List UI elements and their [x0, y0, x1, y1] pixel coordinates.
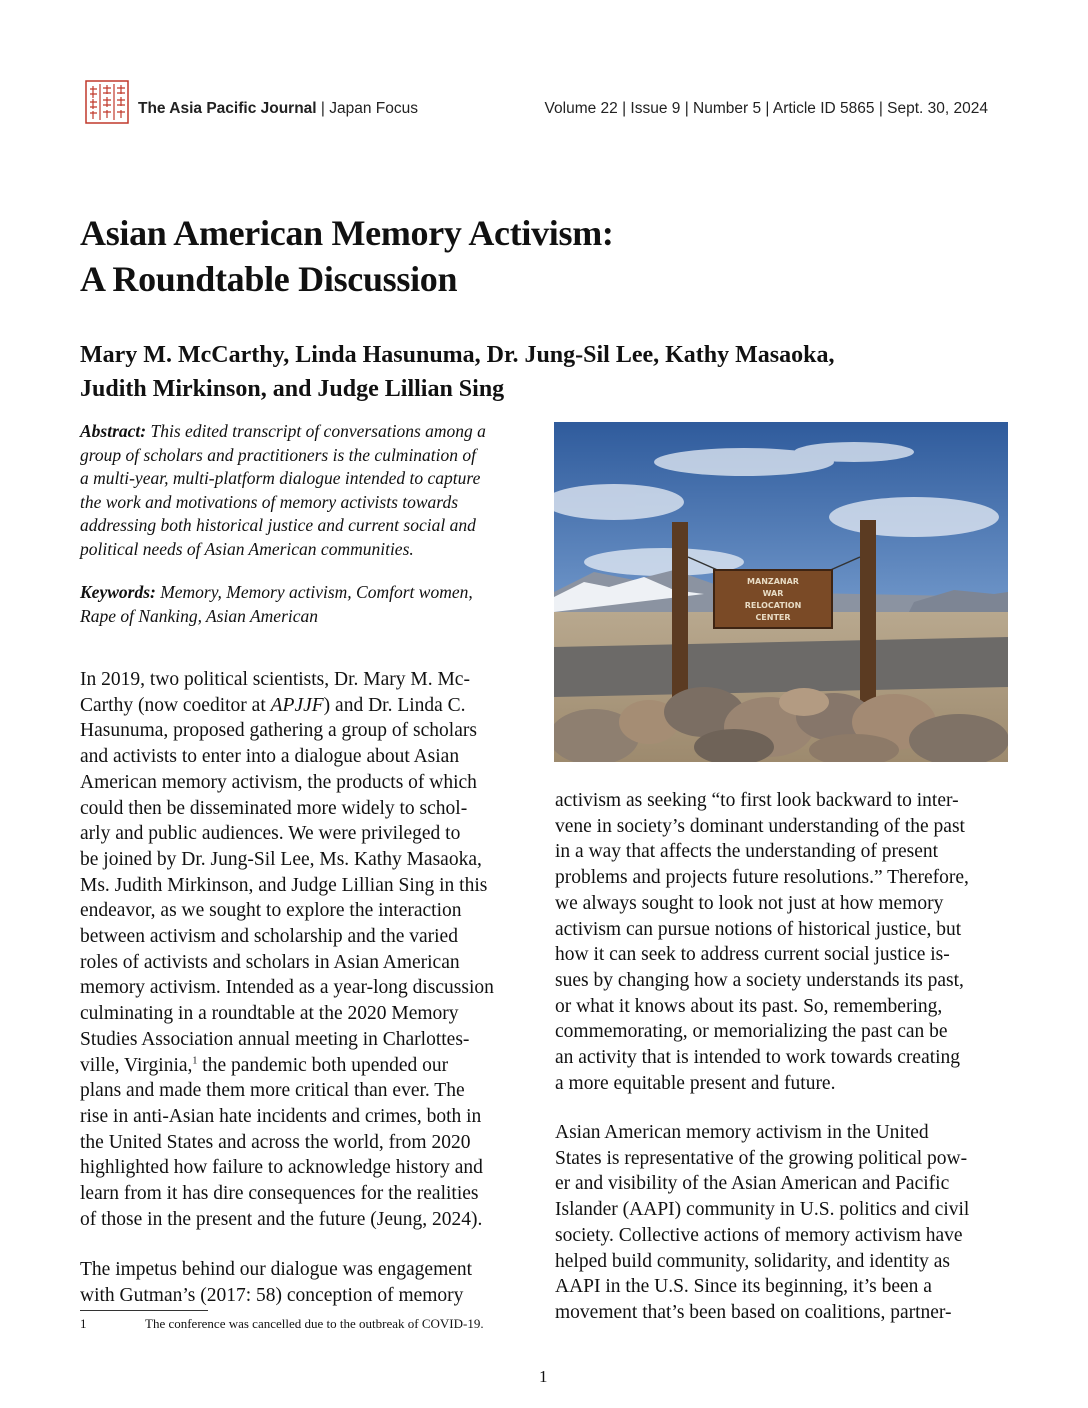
text-line: activism as seeking “to first look backward to inter-: [555, 790, 959, 811]
manzanar-sign-photo: [554, 422, 1008, 762]
text-line: rise in anti-Asian hate incidents and crimes, both in: [80, 1105, 482, 1127]
text-line: movement that’s been based on coalitions, partner-: [555, 1301, 952, 1323]
journal-name: The Asia Pacific Journal | Japan Focus: [138, 100, 418, 117]
text-line: er and visibility of the Asian American and Pacific: [555, 1173, 950, 1195]
body-paragraph-3: [555, 788, 1010, 1096]
text-line: society. Collective actions of memory activism have: [555, 1224, 963, 1246]
text-line: or what it knows about its past. So, remembering,: [555, 995, 943, 1017]
text-line: in a way that affects the understanding of present: [555, 841, 939, 863]
sign-text-1: MANZANAR: [747, 577, 799, 586]
author-list: Mary M. McCarthy, Linda Hasunuma, Dr. Jung-Sil Lee, Kathy Masaoka, Judith Mirkinson, and Judge Lillian Sing: [80, 342, 835, 402]
text-line: a more equitable present and future.: [555, 1072, 836, 1094]
text-line: we always sought to look not just at how memory: [555, 892, 944, 914]
text-line: how it can seek to address current social justice is-: [555, 944, 950, 966]
abstract-label: Abstract:: [80, 421, 147, 441]
text-line: memory activism. Intended as a year-long discussion: [80, 977, 494, 999]
text-line: AAPI in the U.S. Since its beginning, it’s been a: [555, 1276, 932, 1298]
text-line: Ms. Judith Mirkinson, and Judge Lillian Sing in this: [80, 874, 488, 896]
journal-logo-icon: [85, 80, 129, 124]
text-line: plans and made them more critical than ever. The: [80, 1080, 465, 1102]
text-line: The impetus behind our dialogue was engagement: [80, 1259, 473, 1280]
text-line: commemorating, or memorializing the past can be: [555, 1021, 948, 1043]
text-line: with Gutman’s (2017: 58) conception of memory: [80, 1284, 464, 1306]
text-line: learn from it has dire consequences for the realities: [80, 1183, 479, 1205]
text-line: culminating in a roundtable at the 2020 Memory: [80, 1003, 459, 1025]
text-line: Asian American memory activism in the United: [555, 1122, 929, 1143]
text-line: the United States and across the world, from 2020: [80, 1131, 471, 1153]
text-line: of those in the present and the future (Jeung, 2024).: [80, 1208, 483, 1230]
body-paragraph-4: [555, 1120, 1010, 1326]
text-line: In 2019, two political scientists, Dr. Mary M. Mc-: [80, 669, 470, 690]
text-line: problems and projects future resolutions.” Therefore,: [555, 867, 969, 889]
text-line: States is representative of the growing political pow-: [555, 1147, 968, 1169]
issue-info: Volume 22 | Issue 9 | Number 5 | Article ID 5865 | Sept. 30, 2024: [544, 100, 988, 117]
footnote-rule: [80, 1310, 208, 1311]
text-line: highlighted how failure to acknowledge history and: [80, 1157, 483, 1179]
text-line: endeavor, as we sought to explore the interaction: [80, 900, 462, 922]
text-line: helped build community, solidarity, and identity as: [555, 1250, 950, 1272]
text-line: sues by changing how a society understands its past,: [555, 969, 964, 991]
text-line: arly and public audiences. We were privileged to: [80, 823, 461, 845]
body-paragraph-2: [80, 1257, 536, 1308]
text-line: Carthy (now coeditor at APJJF) and Dr. Linda C.: [80, 694, 466, 716]
sign-text-4: CENTER: [755, 613, 791, 622]
article-title: Asian American Memory Activism: A Roundtable Discussion: [80, 213, 614, 299]
page-number: 1: [539, 1367, 548, 1386]
text-line: be joined by Dr. Jung-Sil Lee, Ms. Kathy Masaoka,: [80, 848, 482, 870]
text-line: ville, Virginia,$^1$ the pandemic both upended our: [80, 1054, 449, 1076]
text-line: Islander (AAPI) community in U.S. politics and civil: [555, 1199, 970, 1221]
footnote: 1 The conference was cancelled due to the outbreak of COVID-19.: [80, 1316, 484, 1331]
sign-text-2: WAR: [762, 589, 784, 598]
keywords: Keywords: Memory, Memory activism, Comfort women, Rape of Nanking, Asian American: [80, 582, 473, 626]
text-line: an activity that is intended to work towards creating: [555, 1047, 961, 1069]
sign-text-3: RELOCATION: [744, 601, 802, 610]
text-line: Hasunuma, proposed gathering a group of scholars: [80, 720, 477, 742]
text-line: American memory activism, the products of which: [80, 771, 477, 793]
text-line: roles of activists and scholars in Asian American: [80, 951, 460, 973]
text-line: activism can pursue notions of historical justice, but: [555, 918, 962, 940]
text-line: and activists to enter into a dialogue about Asian: [80, 746, 460, 768]
body-paragraph-1: [80, 667, 536, 1232]
abstract: Abstract: This edited transcript of conversations among a group of scholars and practitioners is the culmination of a multi-year, multi-platform dialogue intended to capture the work and motivations of memory activists towards addressing both historical justice and current social and political needs of Asian American communities.: [80, 421, 486, 559]
text-line: Studies Association annual meeting in Charlottes-: [80, 1028, 470, 1050]
text-line: could then be disseminated more widely to schol-: [80, 797, 468, 819]
text-line: between activism and scholarship and the varied: [80, 926, 458, 948]
text-line: vene in society’s dominant understanding of the past: [555, 815, 965, 837]
keywords-label: Keywords:: [80, 582, 156, 602]
